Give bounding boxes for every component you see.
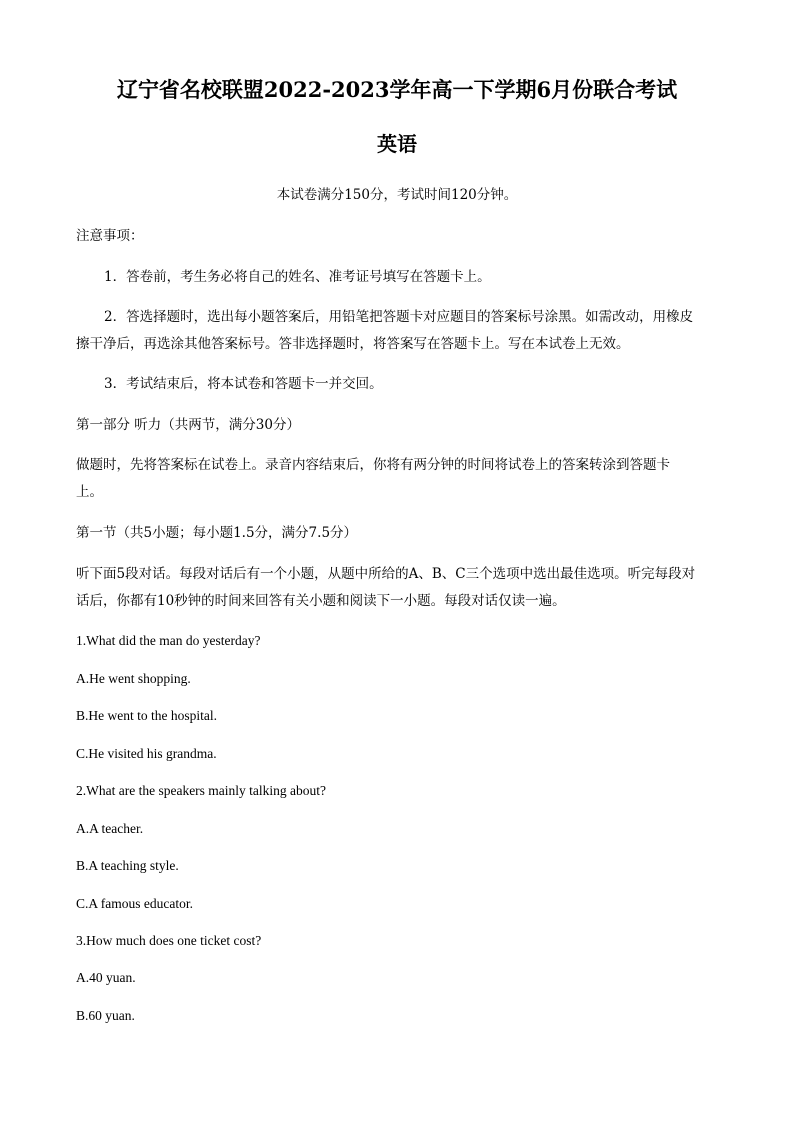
- notice-item-2-line-2: 擦干净后，再选涂其他答案标号。答非选择题时，将答案写在答题卡上。写在本试卷上无效。: [76, 336, 630, 352]
- question-3-stem: 3.How much does one ticket cost?: [76, 933, 262, 948]
- part1-heading: 第一部分 听力（共两节，满分30分）: [76, 417, 300, 433]
- question-1-option-c: C.He visited his grandma.: [76, 746, 217, 761]
- part1-instruction-line-2: 上。: [76, 484, 103, 500]
- question-1-option-a: A.He went shopping.: [76, 671, 191, 686]
- exam-info: 本试卷满分150分，考试时间120分钟。: [276, 187, 518, 203]
- notice-item-2-line-1: 2．答选择题时，选出每小题答案后，用铅笔把答题卡对应题目的答案标号涂黑。如需改动，用橡皮: [104, 309, 694, 325]
- notice-heading: 注意事项：: [76, 228, 144, 244]
- notice-item-1: 1．答卷前，考生务必将自己的姓名、准考证号填写在答题卡上。: [104, 269, 491, 285]
- exam-title: 辽宁省名校联盟2022-2023学年高一下学期6月份联合考试: [116, 77, 678, 102]
- question-2-option-a: A.A teacher.: [76, 821, 144, 836]
- question-1-option-b: B.He went to the hospital.: [76, 708, 217, 723]
- question-3-option-a: A.40 yuan.: [76, 970, 136, 985]
- part1-instruction-line-1: 做题时，先将答案标在试卷上。录音内容结束后，你将有两分钟的时间将试卷上的答案转涂到答题卡: [76, 457, 670, 473]
- section1-heading: 第一节（共5小题；每小题1.5分，满分7.5分）: [76, 525, 358, 541]
- question-1-stem: 1.What did the man do yesterday?: [76, 633, 261, 648]
- section1-instruction-line-1: 听下面5段对话。每段对话后有一个小题，从题中所给的A、B、C三个选项中选出最佳选项。听完每段对: [76, 566, 696, 582]
- question-3-option-b: B.60 yuan.: [76, 1008, 135, 1023]
- question-2-stem: 2.What are the speakers mainly talking about?: [76, 783, 327, 798]
- question-2-option-c: C.A famous educator.: [76, 896, 193, 911]
- section1-instruction-line-2: 话后，你都有10秒钟的时间来回答有关小题和阅读下一小题。每段对话仅读一遍。: [76, 593, 566, 609]
- notice-item-3: 3．考试结束后，将本试卷和答题卡一并交回。: [104, 376, 383, 392]
- subject-title: 英语: [377, 132, 417, 156]
- question-2-option-b: B.A teaching style.: [76, 858, 179, 873]
